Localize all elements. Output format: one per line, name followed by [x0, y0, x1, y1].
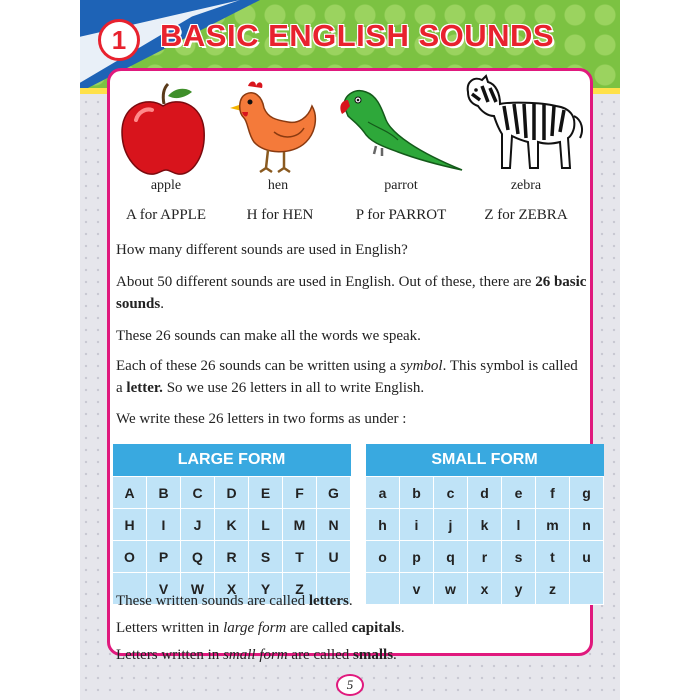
large-form-title: LARGE FORM — [113, 444, 351, 477]
letter-cell: k — [468, 509, 502, 541]
footer-italic: large form — [223, 620, 287, 636]
letter-cell: z — [536, 573, 570, 605]
letter-cell: N — [317, 509, 351, 541]
paragraph-symbol-text-3: So we use 26 letters in all to write English. — [162, 380, 425, 396]
footer-text: Letters written in — [116, 647, 224, 663]
letter-cell: J — [181, 509, 215, 541]
letter-cell: r — [468, 541, 502, 573]
letter-cell: c — [434, 477, 468, 509]
paragraph-sounds-text: About 50 different sounds are used in English. Out of these, there are — [116, 274, 536, 290]
letter-cell: x — [468, 573, 502, 605]
paragraph-symbol-italic: symbol — [400, 358, 443, 374]
picture-label-parrot: parrot — [384, 178, 418, 193]
letter-example-p: P for PARROT — [355, 207, 447, 223]
letter-cell: w — [434, 573, 468, 605]
letter-cell: v — [400, 573, 434, 605]
letter-cell: g — [570, 477, 604, 509]
letter-cell: y — [502, 573, 536, 605]
letter-cell: t — [536, 541, 570, 573]
letter-cell: b — [400, 477, 434, 509]
letter-cell: d — [468, 477, 502, 509]
letter-cell: j — [434, 509, 468, 541]
letter-cell: U — [317, 541, 351, 573]
small-form-table — [365, 444, 604, 605]
paragraph-symbol-text-2: . This symbol is called a — [116, 358, 578, 396]
letter-cell: K — [215, 509, 249, 541]
zebra-icon — [460, 72, 588, 176]
chapter-title: BASIC ENGLISH SOUNDS — [160, 18, 555, 53]
footer-line-letters — [116, 590, 588, 612]
question-text: How many different sounds are used in English? — [116, 242, 408, 258]
apple-icon — [118, 82, 208, 177]
letter-cell: F — [283, 477, 317, 509]
paragraph-sounds-bold: 26 basic sounds — [116, 274, 587, 312]
letter-cell: Y — [249, 573, 283, 605]
letter-cell: X — [215, 573, 249, 605]
chapter-number: 1 — [98, 19, 140, 61]
letter-cell: P — [147, 541, 181, 573]
footer-line-capitals — [116, 617, 588, 639]
letter-cell: o — [366, 541, 400, 573]
footer-text-2: are called — [286, 620, 352, 636]
paragraph-words: These 26 sounds can make all the words we speak. — [116, 328, 421, 344]
picture-label-hen: hen — [267, 178, 289, 193]
picture-label-zebra: zebra — [510, 178, 542, 193]
letter-example-a: A for APPLE — [125, 207, 206, 223]
footer-bold: smalls — [353, 647, 394, 663]
letter-cell: W — [181, 573, 215, 605]
letter-cell: E — [249, 477, 283, 509]
letter-cell: h — [366, 509, 400, 541]
letter-cell: u — [570, 541, 604, 573]
letter-cell: e — [502, 477, 536, 509]
letter-cell: n — [570, 509, 604, 541]
letter-cell: q — [434, 541, 468, 573]
footer-text: These written sounds are called — [116, 593, 309, 609]
letter-cell: a — [366, 477, 400, 509]
letter-cell: T — [283, 541, 317, 573]
footer-italic: small form — [223, 647, 288, 663]
letter-example-h: H for HEN — [246, 207, 314, 223]
hen-icon — [228, 78, 320, 176]
paragraph-symbol-bold: letter. — [126, 380, 163, 396]
letter-cell: L — [249, 509, 283, 541]
letter-cell: i — [400, 509, 434, 541]
small-form-title: SMALL FORM — [366, 444, 604, 477]
footer-end: . — [400, 620, 405, 636]
paragraph-symbol — [116, 355, 588, 399]
page-number: 5 — [336, 674, 364, 696]
letter-cell: M — [283, 509, 317, 541]
letter-cell: s — [502, 541, 536, 573]
footer-text: Letters written in — [116, 620, 224, 636]
letter-cell: I — [147, 509, 181, 541]
letter-cell: B — [147, 477, 181, 509]
letter-cell: A — [113, 477, 147, 509]
paragraph-forms: We write these 26 letters in two forms as under : — [116, 411, 407, 427]
footer-bold: capitals — [351, 620, 401, 636]
letter-cell: p — [400, 541, 434, 573]
letter-cell: D — [215, 477, 249, 509]
letter-cell: R — [215, 541, 249, 573]
footer-line-smalls — [116, 644, 588, 666]
paragraph-sounds — [116, 271, 588, 315]
letter-cell: H — [113, 509, 147, 541]
paragraph-sounds-end: . — [160, 296, 164, 312]
large-form-table — [112, 444, 351, 605]
letter-cell: C — [181, 477, 215, 509]
paragraph-symbol-text: Each of these 26 sounds can be written using a — [116, 358, 401, 374]
letter-cell: Z — [283, 573, 317, 605]
picture-label-apple: apple — [150, 178, 182, 193]
parrot-icon — [338, 82, 466, 174]
letter-cell: m — [536, 509, 570, 541]
letter-cell: l — [502, 509, 536, 541]
footer-end: . — [348, 593, 353, 609]
letter-cell: G — [317, 477, 351, 509]
letter-cell: V — [147, 573, 181, 605]
footer-bold: letters — [308, 593, 349, 609]
letter-cell: S — [249, 541, 283, 573]
letter-cell: O — [113, 541, 147, 573]
footer-end: . — [393, 647, 397, 663]
letter-example-z: Z for ZEBRA — [484, 207, 568, 223]
letter-cell: f — [536, 477, 570, 509]
footer-text-2: are called — [287, 647, 354, 663]
letter-cell: Q — [181, 541, 215, 573]
